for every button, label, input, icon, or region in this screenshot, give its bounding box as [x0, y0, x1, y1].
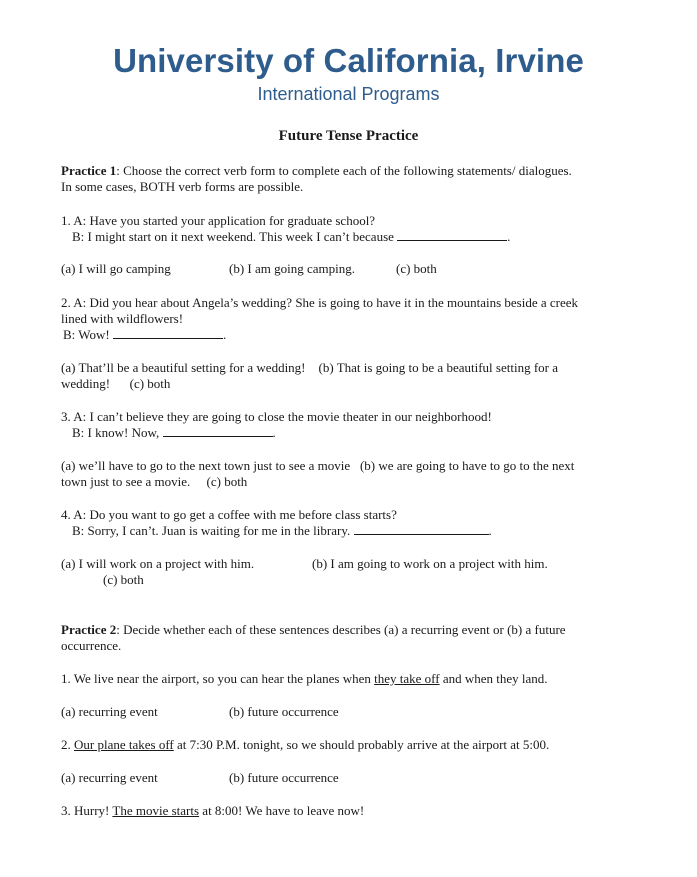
- p1-q1-line-a: 1. A: Have you started your application for graduate school?: [61, 213, 376, 228]
- p1-q4-option-b: (b) I am going to work on a project with him.: [312, 556, 548, 571]
- department-name: International Programs: [257, 84, 440, 104]
- practice1-label: Practice 1: [61, 163, 117, 178]
- p1-q4-option-c: (c) both: [103, 572, 144, 587]
- university-name: University of California, Irvine: [113, 42, 584, 79]
- practice1-instructions-cont: In some cases, BOTH verb forms are possible.: [61, 179, 304, 194]
- p1-q2-line-b: [63, 327, 226, 343]
- p1-q3-blank: [163, 425, 273, 437]
- p1-q4-line-b: [72, 523, 492, 539]
- p1-q2-option-c: (c) both: [129, 376, 171, 391]
- p2-q2-options: [61, 770, 361, 786]
- practice2-instructions-cont: occurrence.: [61, 638, 122, 653]
- p1-q3-option-b: (b) we are going to have to go to the next: [359, 458, 575, 473]
- p1-q2-text-b: B: Wow!: [63, 327, 110, 342]
- p2-q3-post: at 8:00! We have to leave now!: [199, 803, 365, 818]
- p1-q3-option-b-cont: town just to see a movie.: [61, 474, 191, 489]
- p1-q2-line-a-cont: lined with wildflowers!: [61, 311, 184, 326]
- p1-q1-option-b: (b) I am going camping.: [229, 261, 355, 276]
- p1-q3-line-a: 3. A: I can’t believe they are going to close the movie theater in our neighborhood!: [61, 409, 492, 424]
- p1-q2-options: [61, 360, 558, 376]
- p1-q4-text-b: B: Sorry, I can’t. Juan is waiting for me in the library.: [72, 523, 351, 538]
- p2-q2-option-b: (b) future occurrence: [229, 770, 339, 785]
- page-title: Future Tense Practice: [278, 128, 419, 144]
- p1-q4-blank: [354, 523, 489, 535]
- p1-q4-end: .: [488, 523, 492, 538]
- p1-q1-option-c: (c) both: [396, 261, 437, 276]
- p1-q1-text-b: B: I might start on it next weekend. This week I can’t because: [72, 229, 394, 244]
- p1-q2-option-b-cont: wedding!: [61, 376, 111, 391]
- p1-q3-end: .: [272, 425, 276, 440]
- p1-q3-options: [61, 458, 574, 474]
- p2-q1-sentence: [61, 671, 548, 687]
- p1-q2-end: .: [223, 327, 227, 342]
- p1-q2-option-a: (a) That’ll be a beautiful setting for a wedding!: [61, 360, 306, 375]
- p2-q1-options: [61, 704, 361, 720]
- p1-q2-option-b: (b) That is going to be a beautiful setting for a: [318, 360, 558, 375]
- practice2-instructions-text: : Decide whether each of these sentences describes (a) a recurring event or (b) a future: [116, 622, 566, 637]
- p1-q3-line-b: [72, 425, 276, 441]
- p1-q4-line-a: 4. A: Do you want to go get a coffee with me before class starts?: [61, 507, 397, 522]
- p1-q1-options: [61, 261, 481, 277]
- p1-q2-options-cont: [61, 376, 170, 392]
- p2-q2-underlined: Our plane takes off: [74, 737, 174, 752]
- p2-q2-pre: 2.: [61, 737, 74, 752]
- practice2-instructions: [61, 622, 566, 638]
- p1-q3-option-a: (a) we’ll have to go to the next town just to see a movie: [61, 458, 351, 473]
- p2-q2-option-a: (a) recurring event: [61, 770, 158, 785]
- p2-q3-underlined: The movie starts: [112, 803, 200, 818]
- practice1-instructions: [61, 163, 572, 179]
- p2-q1-pre: 1. We live near the airport, so you can hear the planes when: [61, 671, 375, 686]
- p1-q1-line-b: [72, 229, 510, 245]
- p1-q3-option-c: (c) both: [206, 474, 248, 489]
- p2-q3-sentence: [61, 803, 364, 819]
- p2-q1-post: and when they land.: [439, 671, 548, 686]
- practice2-label: Practice 2: [61, 622, 117, 637]
- p2-q3-pre: 3. Hurry!: [61, 803, 113, 818]
- p1-q4-options: [61, 556, 601, 572]
- p2-q2-post: at 7:30 P.M. tonight, so we should probably arrive at the airport at 5:00.: [173, 737, 550, 752]
- p1-q4-option-a: (a) I will work on a project with him.: [61, 556, 255, 571]
- p1-q3-text-b: B: I know! Now,: [72, 425, 160, 440]
- p1-q1-option-a: (a) I will go camping: [61, 261, 171, 276]
- p1-q3-options-cont: [61, 474, 247, 490]
- practice1-instructions-text: : Choose the correct verb form to complete each of the following statements/ dialogues.: [116, 163, 572, 178]
- p2-q1-option-b: (b) future occurrence: [229, 704, 339, 719]
- p1-q2-line-a: 2. A: Did you hear about Angela’s wedding? She is going to have it in the mountains beside a creek: [61, 295, 579, 310]
- p2-q1-option-a: (a) recurring event: [61, 704, 158, 719]
- p1-q2-blank: [113, 327, 223, 339]
- p2-q1-underlined: they take off: [374, 671, 440, 686]
- p2-q2-sentence: [61, 737, 549, 753]
- p1-q1-blank: [397, 229, 507, 241]
- p1-q1-end: .: [507, 229, 511, 244]
